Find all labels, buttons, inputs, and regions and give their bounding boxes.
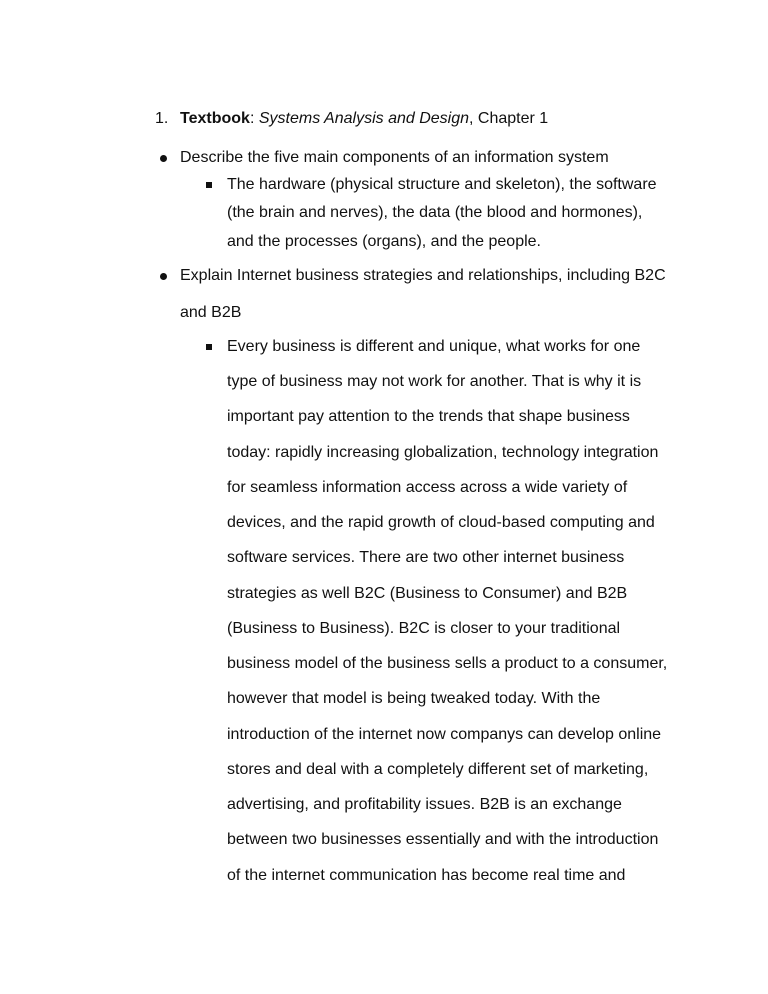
sub-bullet-line: Every business is different and unique, what works for one — [227, 338, 641, 355]
sub-bullet-line: software services. There are two other internet business — [227, 549, 625, 566]
textbook-colon: : — [249, 110, 255, 127]
square-bullet-icon — [206, 182, 212, 188]
sub-bullet-line: The hardware (physical structure and skeleton), the software — [227, 176, 657, 193]
sub-bullet-line: and the processes (organs), and the people. — [227, 233, 541, 250]
bullet-icon — [160, 273, 167, 280]
sub-bullet-line: today: rapidly increasing globalization, technology integration — [227, 444, 659, 461]
bullet-icon — [160, 155, 167, 162]
sub-bullet-line: (Business to Business). B2C is closer to your traditional — [227, 620, 621, 637]
square-bullet-icon — [206, 344, 212, 350]
bullet-text: Describe the five main components of an information system — [180, 149, 609, 166]
sub-bullet-line: devices, and the rapid growth of cloud-based computing and — [227, 514, 655, 531]
textbook-line — [180, 109, 548, 129]
sub-bullet-line: important pay attention to the trends that shape business — [227, 408, 630, 425]
sub-bullet-line: introduction of the internet now companys can develop online — [227, 726, 662, 743]
bullet-text: and B2B — [180, 304, 242, 321]
bullet-text: Explain Internet business strategies and relationships, including B2C — [180, 267, 666, 284]
sub-bullet-line: between two businesses essentially and with the introduction — [227, 831, 659, 848]
sub-bullet-line: of the internet communication has become real time and — [227, 867, 626, 884]
sub-bullet-line: business model of the business sells a product to a consumer, — [227, 655, 668, 672]
sub-bullet-line: however that model is being tweaked today. With the — [227, 690, 601, 707]
sub-bullet-line: (the brain and nerves), the data (the blood and hormones), — [227, 204, 643, 221]
sub-bullet-line: strategies as well B2C (Business to Consumer) and B2B — [227, 585, 628, 602]
chapter-text: , Chapter 1 — [469, 110, 549, 127]
sub-bullet-line: stores and deal with a completely different set of marketing, — [227, 761, 649, 778]
textbook-label: Textbook — [180, 110, 250, 127]
book-title: Systems Analysis and Design — [258, 110, 470, 127]
sub-bullet-line: advertising, and profitability issues. B2B is an exchange — [227, 796, 622, 813]
sub-bullet-line: type of business may not work for another. That is why it is — [227, 373, 642, 390]
sub-bullet-line: for seamless information access across a wide variety of — [227, 479, 628, 496]
list-number: 1. — [155, 110, 169, 127]
